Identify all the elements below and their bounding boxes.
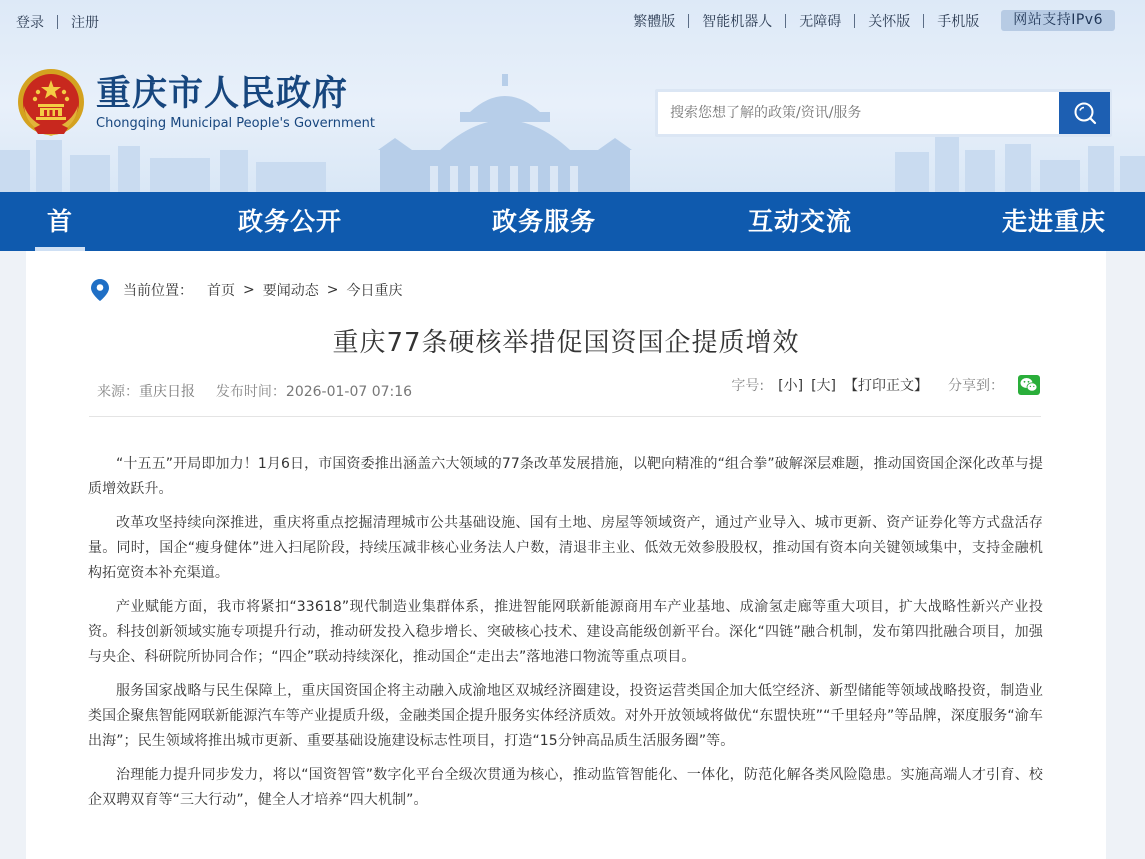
breadcrumb: [91, 279, 402, 301]
divider: [923, 14, 924, 28]
register-link[interactable]: 注册: [71, 15, 99, 31]
article-title: 重庆77条硬核举措促国资国企提质增效: [332, 328, 800, 358]
national-emblem-icon: [16, 66, 86, 140]
ipv6-support-badge: 网站支持IPv6: [1001, 10, 1115, 31]
site-title-cn: 重庆市人民政府: [96, 74, 349, 114]
article-body: [88, 452, 1043, 822]
search-button[interactable]: [1059, 92, 1110, 134]
utility-links: [633, 10, 1115, 31]
wechat-icon[interactable]: [1018, 375, 1040, 395]
account-links: [16, 12, 99, 32]
breadcrumb-label: 当前位置：: [123, 283, 193, 299]
font-large-button[interactable]: [大]: [811, 378, 836, 394]
nav-item-government-affairs[interactable]: 政务公开: [238, 207, 343, 236]
publish-time-value: 2026-01-07 07:16: [285, 384, 413, 400]
nav-item-home[interactable]: 首: [35, 192, 85, 251]
font-size-label: 字号:: [731, 378, 765, 394]
article-paragraph: 治理能力提升同步发力，将以“国资智管”数字化平台全级次贯通为核心，推动监管智能化、一体化，防范化解各类风险隐患。实施高端人才引育、校企双聘双育等“三大行动”，健全人才培养“四大机制”。: [88, 767, 1043, 808]
font-small-button[interactable]: [小]: [778, 378, 804, 394]
breadcrumb-news[interactable]: 要闻动态: [262, 283, 319, 299]
print-button[interactable]: 【打印正文】: [844, 378, 928, 394]
breadcrumb-home[interactable]: 首页: [207, 283, 235, 299]
smart-robot-link[interactable]: 智能机器人: [702, 13, 773, 30]
source-label: 来源：: [97, 384, 139, 400]
nav-item-government-services[interactable]: 政务服务: [492, 207, 597, 236]
article-meta: [97, 381, 412, 401]
site-title-en: Chongqing Municipal People's Government: [96, 116, 376, 131]
care-mode-link[interactable]: 关怀版: [868, 13, 911, 30]
divider: [688, 14, 689, 28]
site-header: [0, 0, 1145, 192]
location-pin-icon: [91, 279, 109, 301]
mobile-version-link[interactable]: 手机版: [937, 13, 980, 30]
accessibility-link[interactable]: 无障碍: [799, 13, 842, 30]
site-search: [655, 89, 1112, 137]
breadcrumb-today-chongqing[interactable]: 今日重庆: [346, 283, 403, 299]
share-label: 分享到：: [948, 378, 1004, 394]
article-tools: [731, 375, 1040, 395]
article-paragraph: 服务国家战略与民生保障上，重庆国资国企将主动融入成渝地区双城经济圈建设，投资运营类国企加大低空经济、新型储能等领域战略投资，制造业类国企聚焦智能网联新能源汽车等产业提质升级，金融类国企提升服务实体经济质效。对外开放领域将做优“东盟快班”“千里轻舟”等品牌，深度服务“渝车出海”；民生领域将推出城市更新、重要基础设施建设标志性项目，打造“15分钟高品质生活服务圈”等。: [88, 683, 1043, 749]
nav-item-about-chongqing[interactable]: 走进重庆: [1002, 207, 1107, 236]
traditional-chinese-link[interactable]: 繁體版: [633, 13, 676, 30]
source-value: 重庆日报: [139, 384, 195, 400]
nav-item-interaction[interactable]: 互动交流: [748, 207, 853, 236]
main-navigation: [0, 192, 1145, 251]
divider: [854, 14, 855, 28]
search-input[interactable]: [658, 92, 1060, 134]
article-paragraph: 产业赋能方面，我市将紧扣“33618”现代制造业集群体系，推进智能网联新能源商用车产业基地、成渝氢走廊等重大项目，扩大战略性新兴产业投资。科技创新领域实施专项提升行动，推动研发投入稳步增长、突破核心技术、建设高能级创新平台。深化“四链”融合机制，发布第四批融合项目，加强与央企、科研院所协同合作；“四企”联动持续深化，推动国企“走出去”落地港口物流等重点项目。: [88, 599, 1043, 665]
login-link[interactable]: 登录: [16, 15, 44, 31]
meta-divider: [89, 416, 1041, 417]
article-paragraph: “十五五”开局即加力！1月6日，市国资委推出涵盖六大领域的77条改革发展措施，以靶向精准的“组合拳”破解深层难题，推动国资国企深化改革与提质增效跃升。: [88, 456, 1043, 497]
site-logo[interactable]: [16, 66, 375, 140]
article-container: [26, 251, 1106, 859]
publish-time-label: 发布时间：: [215, 384, 286, 400]
divider: [57, 15, 58, 29]
top-utility-bar: [0, 0, 1145, 40]
breadcrumb-separator: >: [326, 282, 339, 298]
search-icon: [1073, 101, 1097, 125]
article-paragraph: 改革攻坚持续向深推进，重庆将重点挖掘清理城市公共基础设施、国有土地、房屋等领域资产，通过产业导入、城市更新、资产证券化等方式盘活存量。同时，国企“瘦身健体”进入扫尾阶段，持续压减非核心业务法人户数，清退非主业、低效无效参股股权，推动国有资本向关键领域集中，支持金融机构拓宽资本补充渠道。: [88, 515, 1043, 581]
divider: [785, 14, 786, 28]
breadcrumb-separator: >: [243, 282, 255, 298]
